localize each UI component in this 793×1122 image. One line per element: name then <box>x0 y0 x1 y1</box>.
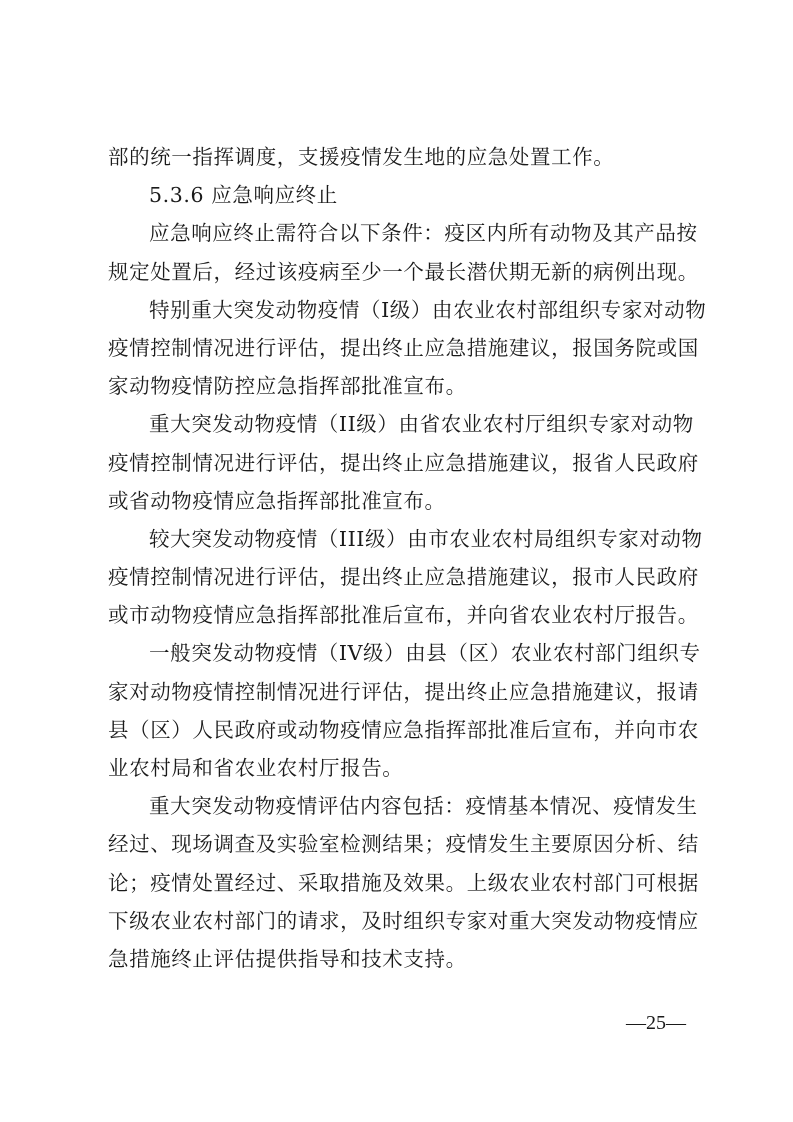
text-line: 经过、现场调查及实验室检测结果；疫情发生主要原因分析、结 <box>108 832 699 857</box>
text-line: 疫情控制情况进行评估，提出终止应急措施建议，报省人民政府 <box>108 450 699 475</box>
text-line: 疫情控制情况进行评估，提出终止应急措施建议，报国务院或国 <box>108 335 699 360</box>
text-line: 论；疫情处置经过、采取措施及效果。上级农业农村部门可根据 <box>108 870 699 895</box>
text-line: 部的统一指挥调度，支援疫情发生地的应急处置工作。 <box>108 145 615 169</box>
text-line: 家对动物疫情控制情况进行评估，提出终止应急措施建议，报请 <box>108 679 699 704</box>
text-line: 或市动物疫情应急指挥部批准后宣布，并向省农业农村厅报告。 <box>108 603 699 628</box>
text-line: 下级农业农村部门的请求，及时组织专家对重大突发动物疫情应 <box>108 908 699 933</box>
text-line: 特别重大突发动物疫情（I级）由农业农村部组织专家对动物 <box>149 297 707 322</box>
document-body <box>108 138 707 978</box>
section-heading: 5.3.6 应急响应终止 <box>149 183 338 208</box>
text-line: 业农村局和省农业农村厅报告。 <box>108 756 404 780</box>
text-line: 重大突发动物疫情（II级）由省农业农村厅组织专家对动物 <box>149 412 694 437</box>
text-line: 急措施终止评估提供指导和技术支持。 <box>108 946 467 971</box>
text-line: 疫情控制情况进行评估，提出终止应急措施建议，报市人民政府 <box>108 565 699 590</box>
text-line: 重大突发动物疫情评估内容包括：疫情基本情况、疫情发生 <box>149 794 698 819</box>
text-line: 应急响应终止需符合以下条件：疫区内所有动物及其产品按 <box>149 221 698 246</box>
page-number: —25— <box>626 1012 686 1034</box>
text-line: 县（区）人民政府或动物疫情应急指挥部批准后宣布，并向市农 <box>108 717 699 742</box>
text-line: 一般突发动物疫情（IV级）由县（区）农业农村部门组织专 <box>149 641 701 666</box>
text-line: 家动物疫情防控应急指挥部批准宣布。 <box>108 374 467 399</box>
text-line: 规定处置后，经过该疫病至少一个最长潜伏期无新的病例出现。 <box>108 259 699 284</box>
text-line: 或省动物疫情应急指挥部批准宣布。 <box>108 488 446 513</box>
text-line: 较大突发动物疫情（III级）由市农业农村局组织专家对动物 <box>149 526 703 551</box>
